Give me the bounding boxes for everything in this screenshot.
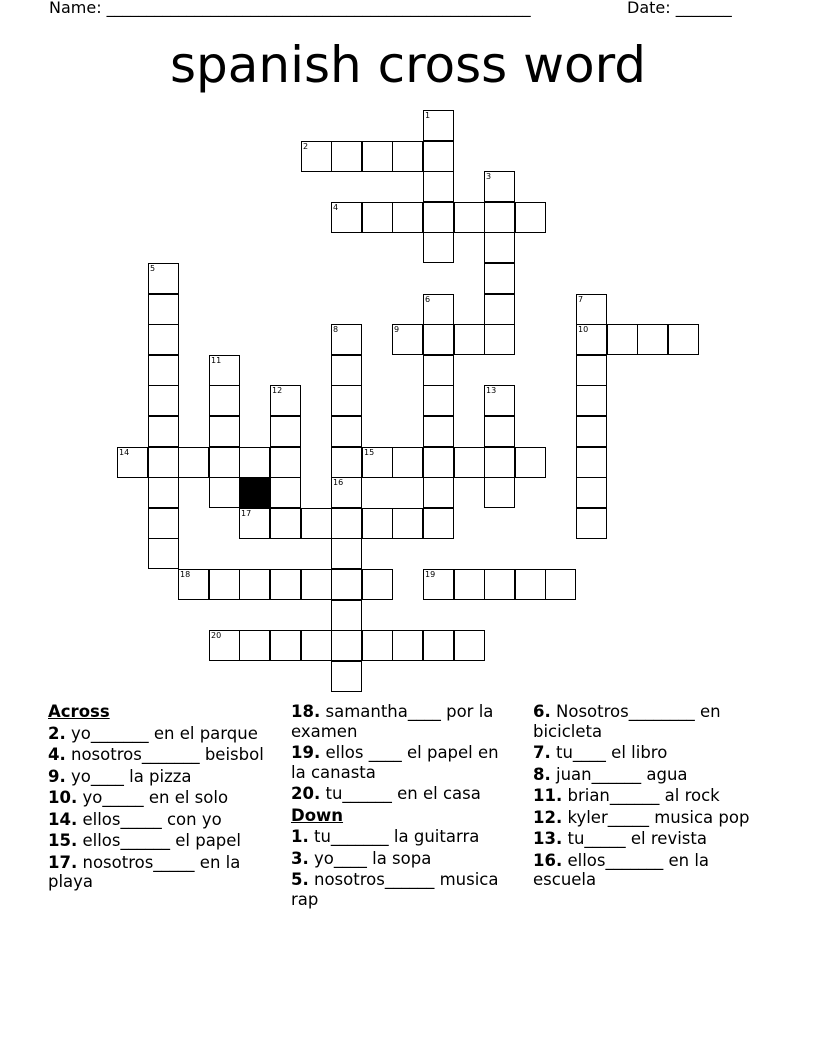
grid-cell[interactable] <box>148 385 179 416</box>
grid-cell[interactable] <box>148 416 179 447</box>
grid-cell[interactable] <box>270 569 301 600</box>
grid-cell[interactable] <box>392 324 423 355</box>
clue-across-10 <box>48 788 268 808</box>
clue-text: tu_____ el revista <box>567 829 707 848</box>
clue-text: nosotros_____ en la playa <box>48 852 241 891</box>
grid-cell[interactable] <box>576 508 607 539</box>
cell-number: 6 <box>425 295 431 304</box>
clue-text: ellos_____ con yo <box>82 809 222 829</box>
clue-text: juan______ agua <box>556 764 688 784</box>
clue-across-9 <box>48 767 268 787</box>
clue-text: tu______ en el casa <box>325 784 481 803</box>
grid-cell[interactable] <box>576 294 607 325</box>
grid-cell[interactable] <box>484 569 515 600</box>
grid-cell[interactable] <box>484 324 515 355</box>
grid-cell[interactable] <box>209 569 240 600</box>
grid-cell[interactable] <box>209 447 240 478</box>
clue-number: 16. <box>533 850 563 870</box>
grid-cell[interactable] <box>331 202 362 233</box>
clues-column-1 <box>48 702 268 894</box>
grid-cell[interactable] <box>423 324 454 355</box>
grid-cell[interactable] <box>576 355 607 386</box>
grid-cell[interactable] <box>239 630 270 661</box>
grid-cell[interactable] <box>423 569 454 600</box>
grid-cell[interactable] <box>484 477 515 508</box>
grid-cell[interactable] <box>301 569 332 600</box>
cell-number: 1 <box>425 111 431 120</box>
grid-cell[interactable] <box>301 141 332 172</box>
clue-number: 8. <box>533 764 551 784</box>
grid-cell[interactable] <box>423 355 454 386</box>
clue-across-17 <box>48 853 268 892</box>
clue-across-14 <box>48 810 268 830</box>
clue-number: 20. <box>291 784 321 803</box>
grid-cell[interactable] <box>515 447 546 478</box>
grid-cell[interactable] <box>607 324 638 355</box>
grid-cell[interactable] <box>117 447 148 478</box>
cell-number: 20 <box>211 631 222 640</box>
grid-cell[interactable] <box>637 324 668 355</box>
grid-cell[interactable] <box>545 569 576 600</box>
clue-number: 13. <box>533 829 563 848</box>
clue-number: 18. <box>291 702 321 721</box>
grid-cell[interactable] <box>331 447 362 478</box>
grid-cell[interactable] <box>362 630 393 661</box>
grid-cell[interactable] <box>331 385 362 416</box>
cell-number: 14 <box>119 448 130 457</box>
grid-cell[interactable] <box>454 447 485 478</box>
grid-cell[interactable] <box>484 294 515 325</box>
grid-cell[interactable] <box>331 569 362 600</box>
grid-cell[interactable] <box>362 202 393 233</box>
clue-down-7 <box>533 743 757 763</box>
grid-cell[interactable] <box>270 447 301 478</box>
grid-cell[interactable] <box>576 477 607 508</box>
grid-cell[interactable] <box>209 416 240 447</box>
grid-cell[interactable] <box>484 447 515 478</box>
grid-cell[interactable] <box>148 447 179 478</box>
grid-cell[interactable] <box>484 202 515 233</box>
grid-cell[interactable] <box>423 141 454 172</box>
clue-number: 6. <box>533 702 551 721</box>
grid-cell[interactable] <box>423 385 454 416</box>
clue-number: 17. <box>48 852 78 872</box>
cell-number: 4 <box>333 203 339 212</box>
clue-text: yo____ la sopa <box>314 848 432 868</box>
grid-cell[interactable] <box>423 416 454 447</box>
clue-down-16 <box>533 851 757 890</box>
grid-cell[interactable] <box>668 324 699 355</box>
grid-cell[interactable] <box>148 263 179 294</box>
cell-number: 16 <box>333 478 344 487</box>
grid-cell[interactable] <box>148 477 179 508</box>
clue-number: 14. <box>48 809 78 829</box>
clue-down-12 <box>533 808 757 828</box>
grid-cell[interactable] <box>423 294 454 325</box>
grid-cell[interactable] <box>331 416 362 447</box>
clue-text: ellos______ el papel <box>82 831 242 850</box>
clue-text: yo_______ en el parque <box>71 723 258 743</box>
grid-cell[interactable] <box>331 538 362 569</box>
grid-cell[interactable] <box>209 630 240 661</box>
clue-across-2 <box>48 724 268 744</box>
grid-cell[interactable] <box>423 447 454 478</box>
clue-text: tu____ el libro <box>556 743 668 762</box>
clue-down-8 <box>533 765 757 785</box>
clue-across-20 <box>291 784 513 804</box>
clue-number: 1. <box>291 827 309 846</box>
grid-cell[interactable] <box>331 508 362 539</box>
cell-number: 13 <box>486 386 497 395</box>
clue-text: Nosotros________ en bicicleta <box>533 702 721 741</box>
name-line: Name: _____________________________________________________ <box>49 0 531 17</box>
grid-cell[interactable] <box>484 171 515 202</box>
grid-cell[interactable] <box>392 141 423 172</box>
grid-cell[interactable] <box>423 110 454 141</box>
grid-cell[interactable] <box>362 569 393 600</box>
grid-cell[interactable] <box>392 508 423 539</box>
grid-cell[interactable] <box>484 263 515 294</box>
clue-number: 9. <box>48 766 66 786</box>
date-line: Date: _______ <box>627 0 732 17</box>
grid-cell[interactable] <box>148 324 179 355</box>
clue-text: samantha____ por la examen <box>291 702 494 741</box>
clue-number: 7. <box>533 743 551 762</box>
clue-text: ellos ____ el papel en la canasta <box>291 743 499 782</box>
grid-cell[interactable] <box>239 447 270 478</box>
grid-cell[interactable] <box>270 416 301 447</box>
clue-number: 10. <box>48 788 78 807</box>
clue-down-11 <box>533 786 757 806</box>
grid-cell[interactable] <box>209 477 240 508</box>
grid-cell[interactable] <box>331 661 362 692</box>
clue-text: kyler_____ musica pop <box>567 807 750 827</box>
grid-cell[interactable] <box>209 355 240 386</box>
cell-number: 15 <box>364 448 375 457</box>
grid-cell[interactable] <box>515 202 546 233</box>
clue-down-13 <box>533 829 757 849</box>
grid-cell[interactable] <box>331 141 362 172</box>
clue-down-6 <box>533 702 757 741</box>
grid-cell[interactable] <box>454 569 485 600</box>
grid-cell[interactable] <box>270 385 301 416</box>
cell-number: 12 <box>272 386 283 395</box>
grid-cell[interactable] <box>270 630 301 661</box>
grid-cell[interactable] <box>270 477 301 508</box>
grid-cell[interactable] <box>362 447 393 478</box>
grid-cell[interactable] <box>515 569 546 600</box>
grid-cell[interactable] <box>576 416 607 447</box>
clue-text: yo____ la pizza <box>71 766 192 786</box>
across-heading: Across <box>48 702 110 721</box>
grid-cell[interactable] <box>423 232 454 263</box>
cell-number: 19 <box>425 570 436 579</box>
grid-cell[interactable] <box>239 508 270 539</box>
clue-text: nosotros______ musica rap <box>291 870 499 909</box>
cell-number: 10 <box>578 325 589 334</box>
clue-number: 11. <box>533 786 563 805</box>
cell-number: 8 <box>333 325 339 334</box>
grid-cell[interactable] <box>209 385 240 416</box>
cell-number: 17 <box>241 509 252 518</box>
grid-cell[interactable] <box>423 477 454 508</box>
grid-cell[interactable] <box>331 477 362 508</box>
clue-number: 5. <box>291 870 309 889</box>
cell-number: 3 <box>486 172 492 181</box>
grid-cell[interactable] <box>148 508 179 539</box>
clue-text: tu_______ la guitarra <box>314 827 480 846</box>
grid-cell[interactable] <box>454 202 485 233</box>
clue-down-5 <box>291 870 513 909</box>
grid-cell[interactable] <box>148 538 179 569</box>
grid-cell[interactable] <box>362 141 393 172</box>
clue-across-19 <box>291 743 513 782</box>
grid-cell[interactable] <box>148 294 179 325</box>
clue-across-15 <box>48 831 268 851</box>
grid-cell[interactable] <box>454 324 485 355</box>
grid-cell[interactable] <box>392 447 423 478</box>
clue-across-4 <box>48 745 268 765</box>
cell-number: 7 <box>578 295 584 304</box>
grid-cell[interactable] <box>423 630 454 661</box>
grid-cell[interactable] <box>301 508 332 539</box>
grid-cell[interactable] <box>270 508 301 539</box>
clue-down-3 <box>291 849 513 869</box>
cell-number: 11 <box>211 356 222 365</box>
grid-cell[interactable] <box>484 232 515 263</box>
cell-number: 18 <box>180 570 191 579</box>
clue-number: 19. <box>291 743 321 762</box>
grid-cell[interactable] <box>301 630 332 661</box>
down-heading: Down <box>291 805 344 825</box>
grid-cell[interactable] <box>331 324 362 355</box>
clue-number: 3. <box>291 848 309 868</box>
clue-down-1 <box>291 827 513 847</box>
grid-cell[interactable] <box>484 385 515 416</box>
grid-cell[interactable] <box>454 630 485 661</box>
page-title: spanish cross word <box>169 36 647 94</box>
cell-number: 2 <box>303 142 309 151</box>
grid-block <box>239 477 270 508</box>
clue-text: nosotros_______ beisbol <box>71 745 264 764</box>
grid-cell[interactable] <box>423 171 454 202</box>
grid-cell[interactable] <box>148 355 179 386</box>
clue-across-18 <box>291 702 513 741</box>
grid-cell[interactable] <box>239 569 270 600</box>
grid-cell[interactable] <box>576 447 607 478</box>
clue-number: 15. <box>48 831 78 850</box>
grid-cell[interactable] <box>392 630 423 661</box>
grid-cell[interactable] <box>423 202 454 233</box>
clues-column-3 <box>533 702 757 892</box>
clue-number: 4. <box>48 745 66 764</box>
grid-cell[interactable] <box>423 508 454 539</box>
clue-text: ellos_______ en la escuela <box>533 850 710 889</box>
grid-cell[interactable] <box>362 508 393 539</box>
grid-cell[interactable] <box>331 355 362 386</box>
grid-cell[interactable] <box>392 202 423 233</box>
cell-number: 9 <box>394 325 400 334</box>
cell-number: 5 <box>150 264 156 273</box>
clue-number: 2. <box>48 723 66 743</box>
grid-cell[interactable] <box>484 416 515 447</box>
clues-column-2 <box>291 702 513 911</box>
grid-cell[interactable] <box>331 630 362 661</box>
grid-cell[interactable] <box>178 569 209 600</box>
grid-cell[interactable] <box>576 385 607 416</box>
grid-cell[interactable] <box>576 324 607 355</box>
grid-cell[interactable] <box>331 600 362 631</box>
grid-cell[interactable] <box>178 447 209 478</box>
clue-text: yo_____ en el solo <box>82 788 229 807</box>
clue-number: 12. <box>533 807 563 827</box>
clue-text: brian______ al rock <box>567 786 720 805</box>
